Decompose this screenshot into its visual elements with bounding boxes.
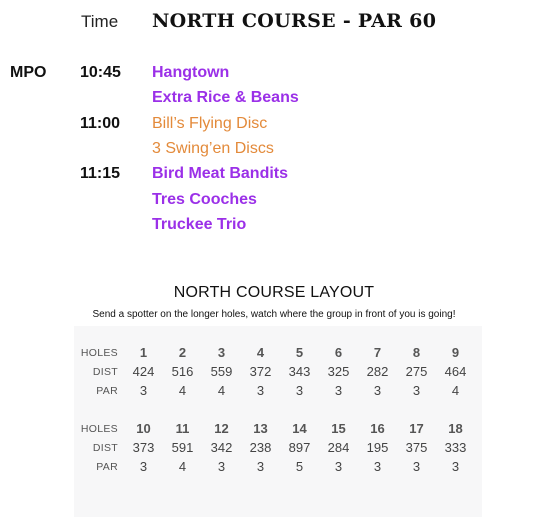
hole-number: 16 bbox=[370, 421, 385, 436]
hole-number: 4 bbox=[256, 345, 265, 360]
hole-distance: 372 bbox=[249, 364, 272, 379]
hole-number: 7 bbox=[373, 345, 382, 360]
hole-number: 5 bbox=[295, 345, 304, 360]
hole-distance: 591 bbox=[171, 440, 194, 455]
hole-par: 3 bbox=[373, 383, 382, 398]
hole-number: 15 bbox=[331, 421, 346, 436]
team-name: Hangtown bbox=[152, 64, 230, 81]
hole-distance: 464 bbox=[444, 364, 467, 379]
row-label: DIST bbox=[92, 365, 118, 378]
hole-number: 11 bbox=[175, 421, 190, 436]
hole-distance: 342 bbox=[210, 440, 233, 455]
hole-distance: 325 bbox=[327, 364, 350, 379]
hole-distance: 282 bbox=[366, 364, 389, 379]
hole-number: 1 bbox=[139, 345, 148, 360]
time-column-label: Time bbox=[81, 12, 119, 31]
row-label: PAR bbox=[96, 384, 118, 397]
hole-distance: 373 bbox=[132, 440, 155, 455]
team-name: Truckee Trio bbox=[152, 216, 247, 233]
hole-par: 3 bbox=[139, 459, 148, 474]
hole-distance: 284 bbox=[327, 440, 350, 455]
holes-row bbox=[74, 419, 475, 438]
team-name: Tres Cooches bbox=[152, 191, 257, 208]
row-label: HOLES bbox=[80, 422, 118, 435]
hole-par: 3 bbox=[412, 383, 421, 398]
tee-time: 11:15 bbox=[80, 165, 121, 182]
hole-number: 3 bbox=[217, 345, 226, 360]
course-layout-panel bbox=[74, 326, 482, 517]
row-label: PAR bbox=[96, 460, 118, 473]
hole-par: 4 bbox=[451, 383, 460, 398]
hole-distance: 516 bbox=[171, 364, 194, 379]
hole-distance: 559 bbox=[210, 364, 233, 379]
hole-distance: 195 bbox=[366, 440, 389, 455]
hole-par: 3 bbox=[256, 383, 265, 398]
team-name: Extra Rice & Beans bbox=[152, 89, 299, 106]
hole-number: 18 bbox=[448, 421, 463, 436]
hole-par: 3 bbox=[217, 459, 226, 474]
hole-distance: 238 bbox=[249, 440, 272, 455]
par-row bbox=[74, 457, 475, 476]
hole-distance: 343 bbox=[288, 364, 311, 379]
hole-par: 3 bbox=[295, 383, 304, 398]
hole-distance: 375 bbox=[405, 440, 428, 455]
hole-par: 4 bbox=[178, 383, 187, 398]
tee-time: 11:00 bbox=[80, 115, 121, 132]
row-label: HOLES bbox=[80, 346, 118, 359]
team-name: Bill’s Flying Disc bbox=[152, 115, 268, 132]
tee-time: 10:45 bbox=[80, 64, 121, 81]
distance-row bbox=[74, 438, 475, 457]
par-row bbox=[74, 381, 475, 400]
hole-par: 4 bbox=[217, 383, 226, 398]
hole-par: 4 bbox=[178, 459, 187, 474]
back-nine-table bbox=[74, 419, 475, 476]
hole-distance: 424 bbox=[132, 364, 155, 379]
hole-number: 2 bbox=[178, 345, 187, 360]
hole-par: 3 bbox=[334, 459, 343, 474]
layout-note: Send a spotter on the longer holes, watch where the group in front of you is going! bbox=[92, 309, 456, 320]
hole-par: 3 bbox=[451, 459, 460, 474]
team-name: 3 Swing’en Discs bbox=[152, 140, 274, 157]
division-label: MPO bbox=[10, 64, 47, 81]
hole-number: 10 bbox=[136, 421, 151, 436]
hole-par: 3 bbox=[412, 459, 421, 474]
hole-distance: 897 bbox=[288, 440, 311, 455]
distance-row bbox=[74, 362, 475, 381]
hole-distance: 333 bbox=[444, 440, 467, 455]
front-nine-table bbox=[74, 343, 475, 400]
layout-title: NORTH COURSE LAYOUT bbox=[173, 284, 375, 301]
hole-par: 3 bbox=[139, 383, 148, 398]
hole-number: 8 bbox=[412, 345, 421, 360]
hole-number: 12 bbox=[214, 421, 229, 436]
hole-distance: 275 bbox=[405, 364, 428, 379]
hole-number: 9 bbox=[451, 345, 460, 360]
row-label: DIST bbox=[92, 441, 118, 454]
hole-par: 3 bbox=[256, 459, 265, 474]
hole-par: 5 bbox=[295, 459, 304, 474]
team-name: Bird Meat Bandits bbox=[152, 165, 289, 182]
hole-par: 3 bbox=[373, 459, 382, 474]
hole-number: 17 bbox=[409, 421, 424, 436]
holes-row bbox=[74, 343, 475, 362]
course-title: NORTH COURSE - PAR 60 bbox=[152, 10, 437, 32]
hole-number: 13 bbox=[253, 421, 268, 436]
hole-number: 6 bbox=[334, 345, 343, 360]
hole-par: 3 bbox=[334, 383, 343, 398]
hole-number: 14 bbox=[292, 421, 307, 436]
